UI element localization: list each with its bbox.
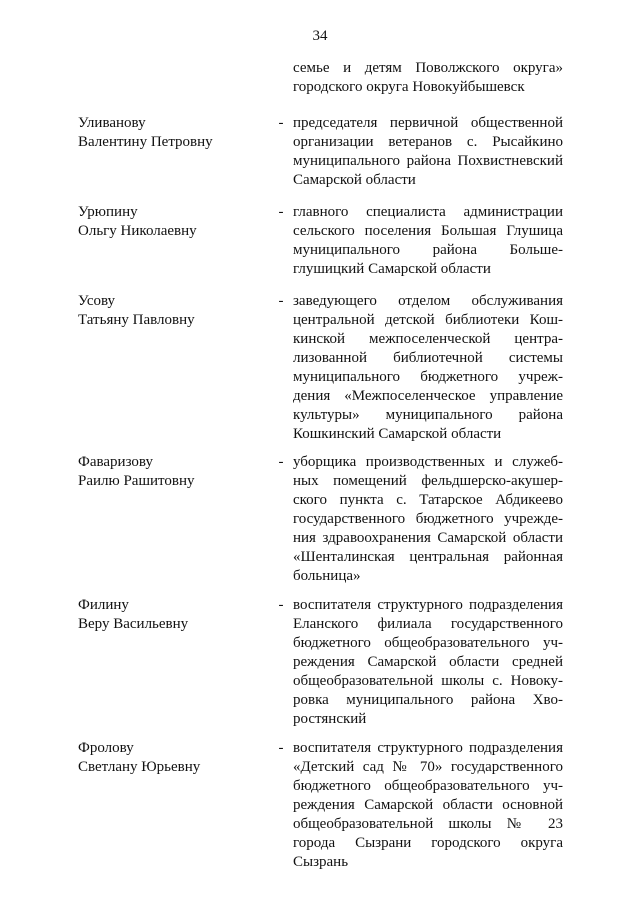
description-line: муниципального бюджетного учреж- <box>293 369 563 385</box>
person-name <box>78 114 263 152</box>
description-line: главного специалиста администрации <box>293 204 563 220</box>
dash-separator: - <box>278 454 284 470</box>
person-name <box>78 453 263 491</box>
description-line: муниципального района Похвистневский <box>293 153 563 169</box>
given-names: Веру Васильевну <box>78 616 189 632</box>
description-line: воспитателя структурного подразделения <box>293 597 563 613</box>
given-names: Ольгу Николаевну <box>78 223 197 239</box>
description-line: ных помещений фельдшерско-акушер- <box>293 473 563 489</box>
dash-separator: - <box>278 740 284 756</box>
description-line: кинской межпоселенческой центра- <box>293 331 563 347</box>
description-line: реждения Самарской области основной <box>293 797 563 813</box>
description-line: «Детский сад № 70» государственного <box>293 759 563 775</box>
description-line: воспитателя структурного подразделения <box>293 740 563 756</box>
given-names: Светлану Юрьевну <box>78 759 201 775</box>
surname: Усову <box>78 293 116 309</box>
position-description <box>293 114 563 190</box>
person-name <box>78 739 263 777</box>
given-names: Раилю Рашитовну <box>78 473 195 489</box>
description-line: больница» <box>293 568 361 584</box>
description-line: сельского поселения Большая Глушица <box>293 223 563 239</box>
description-line: ровка муниципального района Хво- <box>293 692 563 708</box>
dash-separator: - <box>278 293 284 309</box>
given-names: Татьяну Павловну <box>78 312 195 328</box>
position-description <box>293 739 563 872</box>
description-line: ского пункта с. Татарское Абдикеево <box>293 492 563 508</box>
dash-separator: - <box>278 597 284 613</box>
description-line: муниципального района Больше- <box>293 242 563 258</box>
description-line: Еланского филиала государственного <box>293 616 563 632</box>
description-line: «Шенталинская центральная районная <box>293 549 563 565</box>
description-line: общеобразовательной школы с. Новоку- <box>293 673 563 689</box>
description-line: лизованной библиотечной системы <box>293 350 563 366</box>
person-name <box>78 596 263 634</box>
surname: Филину <box>78 597 129 613</box>
dash-separator: - <box>278 115 284 131</box>
position-description <box>293 453 563 586</box>
surname: Фаваризову <box>78 454 153 470</box>
surname: Урюпину <box>78 204 138 220</box>
description-line: организации ветеранов с. Рысайкино <box>293 134 563 150</box>
description-line: общеобразовательной школы № 23 <box>293 816 563 832</box>
description-line: ния здравоохранения Самарской области <box>293 530 563 546</box>
person-name <box>78 203 263 241</box>
description-line: Сызрань <box>293 854 349 870</box>
position-description <box>293 292 563 444</box>
dash-separator: - <box>278 204 284 220</box>
description-line: бюджетного общеобразовательного уч- <box>293 778 563 794</box>
position-description <box>293 203 563 279</box>
surname: Фролову <box>78 740 134 756</box>
continuation-line: городского округа Новокуйбышевск <box>293 79 525 95</box>
description-line: дения «Межпоселенческое управление <box>293 388 563 404</box>
description-line: глушицкий Самарской области <box>293 261 491 277</box>
person-name <box>78 292 263 330</box>
description-line: города Сызрани городского округа <box>293 835 563 851</box>
given-names: Валентину Петровну <box>78 134 213 150</box>
description-line: Самарской области <box>293 172 416 188</box>
description-line: Кошкинский Самарской области <box>293 426 502 442</box>
description-line: председателя первичной общественной <box>293 115 563 131</box>
description-line: реждения Самарской области средней <box>293 654 563 670</box>
continuation-line: семье и детям Поволжского округа» <box>293 60 563 76</box>
description-line: центральной детской библиотеки Кош- <box>293 312 563 328</box>
continuation-text <box>293 59 563 97</box>
description-line: государственного бюджетного учрежде- <box>293 511 563 527</box>
position-description <box>293 596 563 729</box>
description-line: бюджетного общеобразовательного уч- <box>293 635 563 651</box>
description-line: ростянский <box>293 711 367 727</box>
page-number: 34 <box>312 28 328 44</box>
description-line: культуры» муниципального района <box>293 407 563 423</box>
description-line: уборщика производственных и служеб- <box>293 454 563 470</box>
description-line: заведующего отделом обслуживания <box>293 293 563 309</box>
surname: Уливанову <box>78 115 146 131</box>
